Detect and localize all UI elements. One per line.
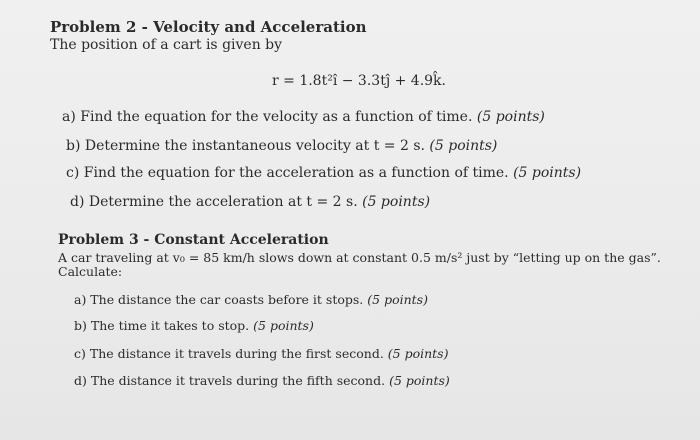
position-equation: r = 1.8t²î − 3.3tĵ + 4.9k̂.: [272, 73, 446, 89]
problem-2-item-c: [66, 165, 581, 181]
problem-3-calculate: Calculate:: [58, 264, 123, 279]
item-text: b) The time it takes to stop.: [74, 318, 250, 333]
item-points: (5 points): [362, 194, 431, 210]
item-points: (5 points): [367, 292, 428, 307]
item-points: (5 points): [513, 165, 582, 181]
item-text: c) The distance it travels during the first second.: [74, 346, 384, 361]
problem-3-intro: A car traveling at v₀ = 85 km/h slows down at constant 0.5 m/s² just by “letting up on the gas”.: [58, 250, 661, 265]
item-points: (5 points): [387, 346, 449, 361]
item-points: (5 points): [253, 318, 314, 333]
problem-3-item-d: [74, 373, 450, 388]
problem-3-title: Problem 3 - Constant Acceleration: [58, 232, 329, 248]
problem-3-item-b: [74, 318, 314, 333]
problem-3-item-c: [74, 346, 448, 361]
item-text: d) Determine the acceleration at t = 2 s.: [70, 194, 358, 210]
item-text: c) Find the equation for the acceleration as a function of time.: [66, 165, 509, 181]
item-text: b) Determine the instantaneous velocity at t = 2 s.: [66, 138, 425, 154]
problem-3-item-a: [74, 292, 428, 307]
item-points: (5 points): [476, 109, 545, 125]
problem-2-intro: The position of a cart is given by: [50, 37, 283, 53]
problem-2-item-d: [70, 194, 430, 210]
item-text: a) The distance the car coasts before it stops.: [74, 292, 364, 307]
item-points: (5 points): [389, 373, 450, 388]
item-text: d) The distance it travels during the fifth second.: [74, 373, 386, 388]
problem-2-item-b: [66, 138, 497, 154]
problem-2-title: Problem 2 - Velocity and Acceleration: [50, 18, 367, 36]
problem-2-item-a: [62, 109, 545, 125]
item-text: a) Find the equation for the velocity as a function of time.: [62, 109, 473, 125]
item-points: (5 points): [429, 138, 498, 154]
